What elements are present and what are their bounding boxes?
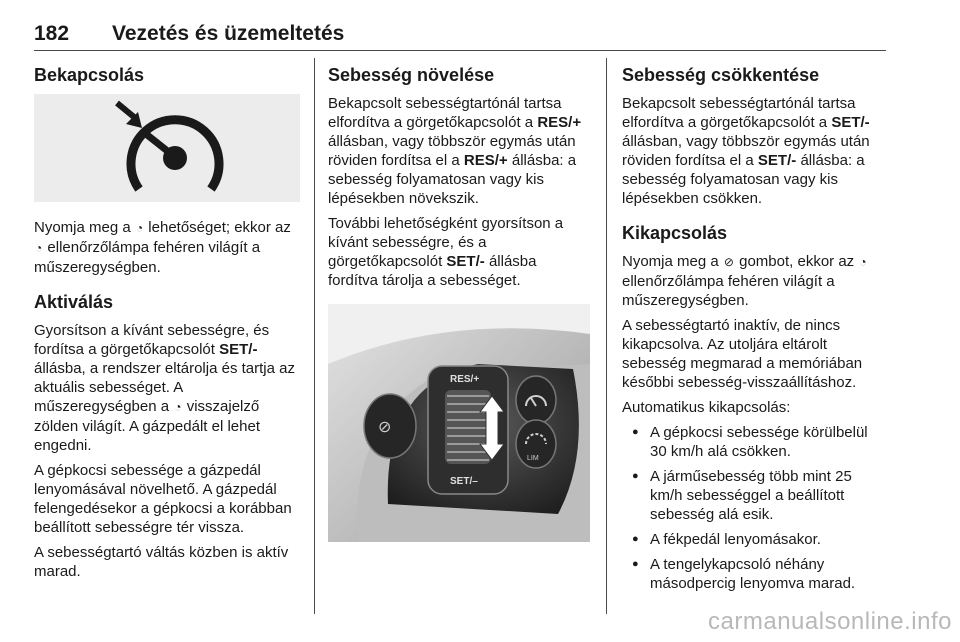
paragraph: További lehetőségként gyorsítson a kívánt sebességre, és a görgetőkapcsolót SET/- állásba fordítva tárolja a sebességet. <box>328 215 564 289</box>
list-item: ● A gépkocsi sebessége körülbelül 30 km/h alá csökken. <box>622 423 888 461</box>
section-heading-kikapcsolas: Kikapcsolás <box>622 223 728 243</box>
paragraph: Gyorsítson a kívánt sebességre, és fordítsa a görgetőkapcsolót SET/- állásba, a rendszer eltárolja és tartja az aktuális sebességet. A műszeregységben a ◔ visszajelző zölden világít. A gázpedált el lehet engedni. <box>34 322 295 454</box>
steering-wheel-controls-photo <box>328 304 590 542</box>
column-divider <box>314 58 315 614</box>
section-heading-sebesseg-csokkentese: Sebesség csökkentése <box>622 65 820 85</box>
paragraph: A sebességtartó váltás közben is aktív marad. <box>34 544 289 580</box>
cruise-indicator-icon: ◔ <box>35 241 43 255</box>
list-item: ● A járműsebesség több mint 25 km/h sebességgel a beállított sebesség alá esik. <box>622 467 888 524</box>
paragraph: Automatikus kikapcsolás: <box>622 399 791 416</box>
column-1 <box>34 64 300 587</box>
cruise-control-icon <box>34 94 300 202</box>
section-heading-aktivalas: Aktiválás <box>34 292 114 312</box>
cruise-indicator-icon: ◔ <box>135 221 144 235</box>
lim-label: LIM <box>527 455 539 462</box>
set-label: SET/– <box>450 476 478 487</box>
paragraph: Nyomja meg a ⊘ gombot, ekkor az ◔ ellenőrzőlámpa fehéren világít a műszeregységben. <box>622 253 867 309</box>
cruise-indicator-icon: ◔ <box>174 400 182 414</box>
watermark: carmanualsonline.info <box>708 608 952 635</box>
page-heading: Vezetés és üzemeltetés <box>112 22 345 45</box>
column-3 <box>622 64 888 599</box>
column-2 <box>328 64 590 542</box>
paragraph: Bekapcsolt sebességtartónál tartsa elfordítva a görgetőkapcsolót a SET/- állásban, vagy többször egymás után röviden fordítsa el a SET/- állásba: a sebesség folyamatosan vagy kis lépésekben csökken. <box>622 95 870 207</box>
cruise-indicator-icon: ◔ <box>859 255 867 269</box>
list-item: ● A fékpedál lenyomásakor. <box>622 530 888 549</box>
paragraph: A gépkocsi sebessége a gázpedál lenyomásával növelhető. A gázpedál felengedésekor a gépkocsi a korábban beállított sebességre tér vissza. <box>34 462 292 536</box>
res-label: RES/+ <box>450 374 480 385</box>
section-heading-sebesseg-novelese: Sebesség növelése <box>328 65 495 85</box>
list-item: ● A tengelykapcsoló néhány másodpercig lenyomva marad. <box>622 555 888 593</box>
section-heading-bekapcsolas: Bekapcsolás <box>34 65 145 85</box>
cruise-off-icon: ⊘ <box>723 255 734 269</box>
svg-text:⊘: ⊘ <box>378 417 392 436</box>
paragraph: Bekapcsolt sebességtartónál tartsa elfordítva a görgetőkapcsolót a RES/+ állásban, vagy többször egymás után röviden fordítsa el a RES/+ állásba: a sebesség folyamatosan vagy kis lépésekben növekszik. <box>328 95 582 207</box>
paragraph: Nyomja meg a ◔ lehetőséget; ekkor az ◔ ellenőrzőlámpa fehéren világít a műszeregységben. <box>34 219 291 276</box>
paragraph: A sebességtartó inaktív, de nincs kikapcsolva. Az utoljára eltárolt sebesség megmarad a memóriában későbbi sebesség-visszaállításhoz. <box>622 317 863 391</box>
page-number: 182 <box>34 22 70 45</box>
bullet-list <box>622 423 888 593</box>
column-divider <box>606 58 607 614</box>
page-header <box>34 20 886 51</box>
